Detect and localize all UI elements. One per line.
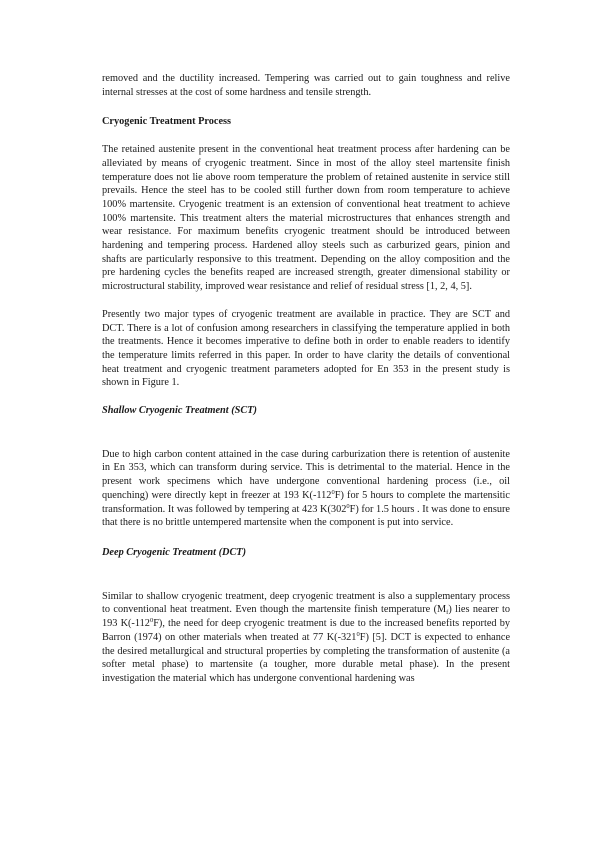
cryogenic-process-paragraph-1: The retained austenite present in the conventional heat treatment process after hardening can be alleviated by means of cryogenic treatment. Since in most of the alloy steel martensite finish temperature does not lie above room temperature the problem of retained austenite in service still prevails. Hence the steel has to be cooled still further down from room temperature to achieve 100% martensite. Cryogenic treatment is an extension of conventional heat treatment to achieve 100% martensite. This treatment alters the material microstructures that enhances strength and wear resistance. For maximum benefits cryogenic treatment should be introduced between hardening and tempering process. Hardened alloy steels such as carburized gears, pinion and shafts are particularly responsive to this treatment. Depending on the alloy composition and the pre hardening cycles the benefits reaped are increased strength, greater dimensional stability or microstructural stability, improved wear resistance and relief of residual stress [1, 2, 4, 5].: [102, 144, 510, 293]
dct-mf-subscript: f: [446, 609, 449, 617]
intro-paragraph: removed and the ductility increased. Tempering was carried out to gain toughness and relive internal stresses at the cost of some hardness and tensile strength.: [102, 73, 510, 98]
cryogenic-process-paragraph-2: Presently two major types of cryogenic treatment are available in practice. They are SCT and DCT. There is a lot of confusion among researchers in classifying the temperature applied in both the treatments. Hence it becomes imperative to define both in order to enable readers to identify the temperature limits referred in this paper. In order to have clarity the details of conventional heat treatment and cryogenic treatment parameters adopted for En 353 in the present study is shown in Figure 1.: [102, 308, 510, 389]
sct-text-b: F) for 5 hours to complete the martensitic transformation. It was followed by tempering at 423 K(302: [102, 489, 510, 515]
dct-text-d: F) [5]. DCT is expected to enhance the desired metallurgical and structural properties by completing the transformation of austenite (a softer metal phase) to martensite (a tougher, more durable metal phase). In the present investigation the material which has undergone conventional hardening was: [102, 631, 511, 684]
dct-text-b: ) lies nearer to 193 K(-112: [102, 604, 510, 630]
sct-text-a: Due to high carbon content attained in the case during carburization there is retention of austenite in En 353, which can transform during service. This is detrimental to the material. Hence in the present work specimens which have undergone conventional hardening process (i.e., oil quenching) were directly kept in freezer at 193 K(-112: [102, 448, 510, 501]
sct-paragraph: [102, 448, 510, 530]
dct-text-c: F), the need for deep cryogenic treatment is due to the increased benefits reported by Barron (1974) on other materials when treated at 77 K(-321: [102, 618, 510, 643]
sct-degree-superscript-1: 0: [331, 488, 335, 496]
sct-text-c: F) for 1.5 hours . It was done to ensure that there is no brittle untempered martensite when the component is put into service.: [102, 503, 510, 529]
section-heading-dct: Deep Cryogenic Treatment (DCT): [102, 546, 247, 558]
text-column: [102, 72, 510, 686]
section-heading-sct: Shallow Cryogenic Treatment (SCT): [102, 405, 257, 417]
section-heading-cryogenic-treatment-process: Cryogenic Treatment Process: [102, 116, 232, 128]
dct-text-a: Similar to shallow cryogenic treatment, deep cryogenic treatment is also a supplementary process to conventional heat treatment. Even though the martensite finish temperature (M: [102, 590, 510, 616]
dct-degree-superscript-1: 0: [149, 617, 154, 625]
dct-degree-superscript-2: 0: [356, 630, 360, 638]
sct-degree-superscript-2: 0: [346, 502, 350, 510]
dct-paragraph: [102, 590, 510, 686]
